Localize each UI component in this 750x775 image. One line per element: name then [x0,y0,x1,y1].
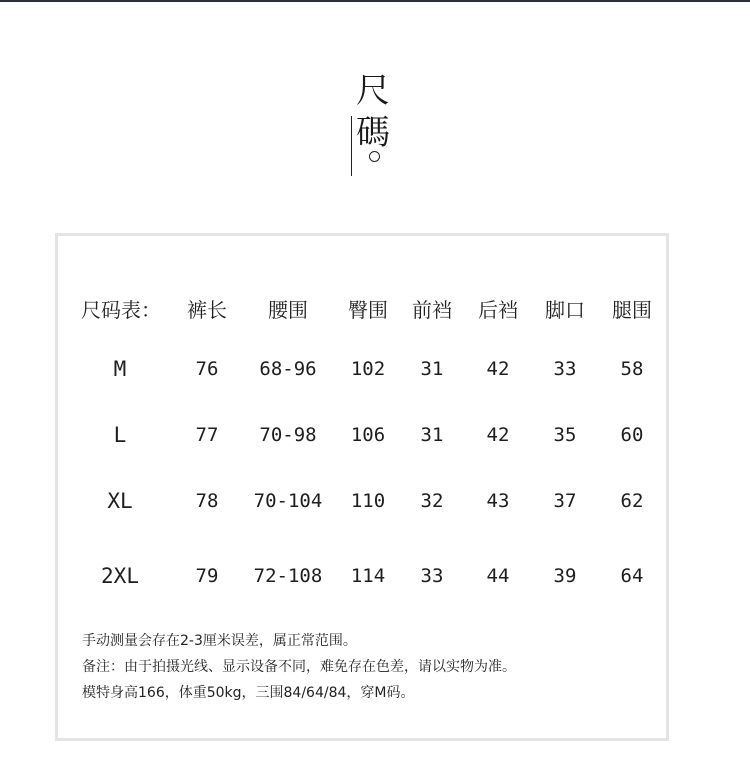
table-cell-hip: 110 [350,490,386,512]
column-header-hem: 脚口 [545,298,585,322]
table-cell-hem: 35 [553,424,577,446]
table-cell-thigh: 58 [620,358,644,380]
column-header-inseam: 裤长 [187,298,227,322]
notes-section [82,628,662,706]
table-cell-back-rise: 43 [486,490,510,512]
table-cell-inseam: 79 [195,565,219,587]
table-cell-front-rise: 32 [420,490,444,512]
table-cell-inseam: 76 [195,358,219,380]
table-cell-front-rise: 31 [420,424,444,446]
row-size-label: 2XL [101,564,139,588]
table-cell-front-rise: 31 [420,358,444,380]
heading-divider [351,116,352,176]
table-cell-waist: 70-98 [259,424,317,446]
table-cell-waist: 70-104 [253,490,323,512]
size-chart-label: 尺码表： [81,298,161,322]
column-header-front-rise: 前裆 [412,298,452,322]
note-measurement-error: 手动测量会存在2-3厘米误差，属正常范围。 [82,633,357,649]
table-cell-thigh: 64 [620,565,644,587]
page-heading [0,72,750,182]
note-model-info: 模特身高166，体重50kg，三围84/64/84，穿M码。 [82,685,415,701]
row-size-label: L [113,423,127,447]
table-cell-hem: 33 [553,358,577,380]
table-cell-waist: 68-96 [259,358,317,380]
heading-period-mark [369,151,380,162]
table-cell-waist: 72-108 [253,565,323,587]
table-cell-hip: 114 [350,565,386,587]
table-cell-back-rise: 42 [486,424,510,446]
note-color-difference: 备注：由于拍摄光线、显示设备不同，难免存在色差，请以实物为准。 [82,659,516,675]
column-header-back-rise: 后裆 [478,298,518,322]
table-cell-back-rise: 42 [486,358,510,380]
table-cell-inseam: 78 [195,490,219,512]
column-header-waist: 腰围 [268,298,308,322]
heading-char-ma: 碼 [356,113,390,153]
table-cell-thigh: 62 [620,490,644,512]
table-cell-thigh: 60 [620,424,644,446]
table-cell-hip: 102 [350,358,386,380]
column-header-thigh: 腿围 [612,298,652,322]
table-cell-hem: 39 [553,565,577,587]
table-cell-hem: 37 [553,490,577,512]
heading-char-chi: 尺 [356,71,390,111]
table-cell-front-rise: 33 [420,565,444,587]
row-size-label: XL [107,489,133,513]
top-border-line [0,0,750,2]
table-cell-hip: 106 [350,424,386,446]
column-header-hip: 臀围 [348,298,388,322]
table-cell-back-rise: 44 [486,565,510,587]
table-cell-inseam: 77 [195,424,219,446]
row-size-label: M [113,357,127,381]
